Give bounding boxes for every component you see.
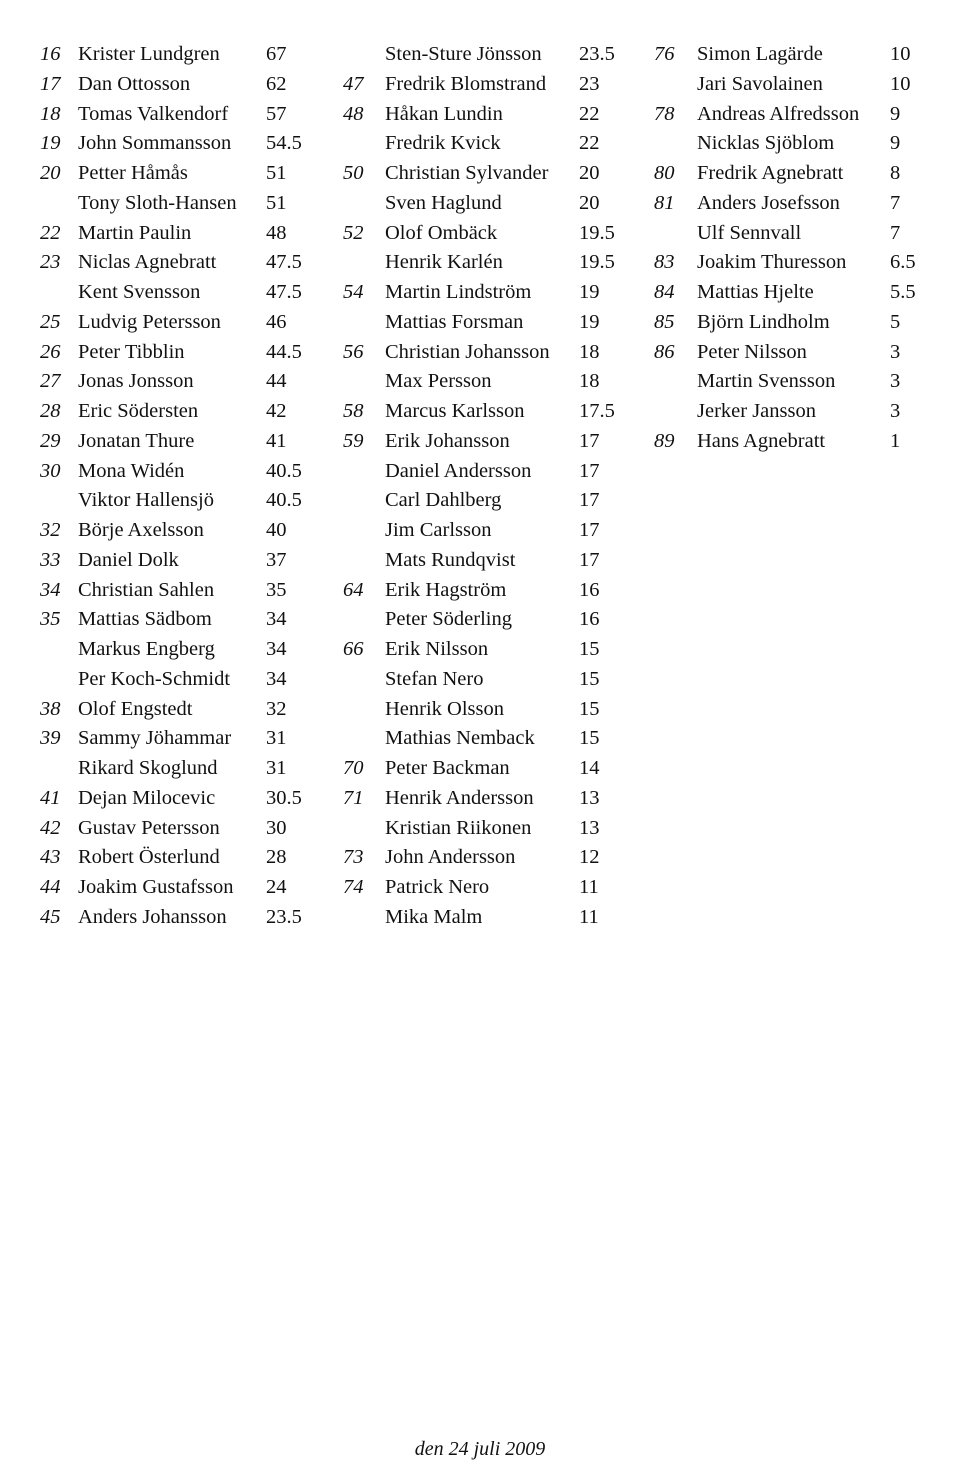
player-points: 18 (579, 340, 600, 363)
player-name: Börje Axelsson (78, 519, 204, 541)
player-points: 13 (579, 816, 600, 839)
player-points: 47.5 (266, 281, 302, 303)
player-name: Marcus Karlsson (385, 400, 525, 422)
player-name: Fredrik Blomstrand (385, 72, 547, 95)
player-name: Olof Ombäck (385, 221, 498, 244)
player-points: 22 (579, 102, 600, 125)
player-name: Sven Haglund (385, 191, 502, 214)
player-points: 1 (890, 429, 901, 452)
player-points: 17 (579, 519, 600, 541)
player-points: 23 (579, 72, 600, 95)
rank-number: 73 (343, 846, 364, 869)
player-points: 40.5 (266, 489, 302, 512)
rank-number: 78 (654, 102, 675, 125)
player-points: 19.5 (579, 221, 615, 244)
player-name: Stefan Nero (385, 667, 484, 690)
player-points: 8 (890, 162, 901, 184)
player-name: Henrik Andersson (385, 786, 534, 809)
player-points: 31 (266, 727, 287, 750)
player-name: Erik Hagström (385, 578, 507, 601)
player-points: 42 (266, 400, 287, 422)
rank-number: 19 (40, 132, 61, 155)
player-points: 17 (579, 429, 600, 452)
rank-number: 85 (654, 310, 675, 333)
rank-number: 20 (40, 162, 61, 184)
rank-number: 27 (40, 370, 61, 393)
player-name: Henrik Olsson (385, 697, 505, 720)
player-name: Hans Agnebratt (697, 429, 826, 452)
player-name: Martin Paulin (78, 221, 192, 244)
rank-number: 16 (40, 43, 61, 65)
player-points: 9 (890, 102, 901, 125)
player-name: Peter Tibblin (78, 340, 185, 363)
rank-number: 30 (40, 459, 61, 482)
player-points: 20 (579, 162, 600, 184)
rank-number: 84 (654, 281, 675, 303)
player-name: Mattias Sädbom (78, 608, 212, 631)
player-points: 40 (266, 519, 287, 541)
rank-number: 48 (343, 102, 364, 125)
rank-number: 74 (343, 876, 364, 898)
player-name: Jari Savolainen (697, 72, 823, 95)
player-name: Tomas Valkendorf (78, 102, 229, 125)
player-name: Henrik Karlén (385, 251, 503, 274)
player-points: 9 (890, 132, 901, 155)
player-name: Carl Dahlberg (385, 489, 502, 512)
player-name: Christian Johansson (385, 340, 550, 363)
player-name: Andreas Alfredsson (697, 102, 860, 125)
player-name: Markus Engberg (78, 638, 215, 660)
rank-number: 76 (654, 43, 675, 65)
player-points: 48 (266, 221, 287, 244)
player-name: Max Persson (385, 370, 492, 393)
player-name: Jonas Jonsson (78, 370, 194, 393)
player-name: Viktor Hallensjö (78, 489, 214, 512)
rank-number: 42 (40, 816, 61, 839)
player-points: 17 (579, 548, 600, 571)
player-points: 44 (266, 370, 287, 393)
rank-number: 89 (654, 429, 675, 452)
player-name: Krister Lundgren (78, 43, 220, 65)
player-points: 15 (579, 727, 600, 750)
player-name: Erik Nilsson (385, 638, 489, 660)
player-name: Mattias Hjelte (697, 281, 814, 303)
player-name: Nicklas Sjöblom (697, 132, 835, 155)
player-points: 22 (579, 132, 600, 155)
player-name: Mona Widén (78, 459, 185, 482)
footer-date: den 24 juli 2009 (414, 1438, 546, 1460)
rank-number: 39 (40, 727, 61, 750)
player-points: 17 (579, 459, 600, 482)
rank-number: 18 (40, 102, 61, 125)
player-points: 57 (266, 102, 287, 125)
rank-number: 56 (343, 340, 364, 363)
player-name: Anders Johansson (78, 905, 227, 928)
player-points: 5.5 (890, 281, 916, 303)
player-name: Jonatan Thure (78, 429, 195, 452)
rank-number: 34 (40, 578, 61, 601)
player-points: 34 (266, 608, 287, 631)
player-points: 37 (266, 548, 287, 571)
player-points: 30 (266, 816, 287, 839)
player-points: 7 (890, 191, 901, 214)
player-points: 35 (266, 578, 287, 601)
player-name: Björn Lindholm (697, 310, 830, 333)
player-points: 51 (266, 191, 287, 214)
player-name: Håkan Lundin (385, 102, 503, 125)
player-points: 15 (579, 638, 600, 660)
player-name: Peter Backman (385, 757, 510, 779)
player-name: Joakim Thuresson (697, 251, 847, 274)
rank-number: 23 (40, 251, 61, 274)
player-name: Mattias Forsman (385, 310, 524, 333)
player-name: Peter Söderling (385, 608, 512, 631)
player-points: 14 (579, 757, 600, 779)
player-points: 67 (266, 43, 287, 65)
player-points: 16 (579, 578, 600, 601)
player-name: Sten-Sture Jönsson (385, 43, 542, 65)
rank-number: 59 (343, 429, 364, 452)
player-name: Robert Österlund (78, 846, 220, 869)
player-points: 6.5 (890, 251, 916, 274)
player-points: 16 (579, 608, 600, 631)
player-name: Anders Josefsson (697, 191, 840, 214)
player-points: 11 (579, 905, 599, 928)
rank-number: 83 (654, 251, 675, 274)
player-name: Gustav Petersson (78, 816, 220, 839)
player-name: Jerker Jansson (697, 400, 816, 422)
player-name: Mats Rundqvist (385, 548, 516, 571)
player-points: 46 (266, 310, 287, 333)
player-points: 12 (579, 846, 600, 869)
rank-number: 26 (40, 340, 61, 363)
player-name: Peter Nilsson (697, 340, 807, 363)
player-name: Daniel Andersson (385, 459, 532, 482)
rank-number: 52 (343, 221, 364, 244)
player-points: 3 (890, 340, 901, 363)
player-name: Eric Södersten (78, 400, 199, 422)
player-name: Kent Svensson (78, 281, 201, 303)
rank-number: 29 (40, 429, 61, 452)
player-name: Dan Ottosson (78, 72, 191, 95)
rank-number: 47 (343, 72, 364, 95)
player-points: 34 (266, 638, 287, 660)
rank-number: 28 (40, 400, 61, 422)
player-name: Joakim Gustafsson (78, 876, 234, 898)
rank-number: 66 (343, 638, 364, 660)
player-name: Petter Håmås (78, 162, 188, 184)
rank-number: 41 (40, 786, 61, 809)
rank-number: 25 (40, 310, 61, 333)
player-name: Niclas Agnebratt (78, 251, 217, 274)
rank-number: 86 (654, 340, 675, 363)
player-points: 41 (266, 429, 287, 452)
player-points: 13 (579, 786, 600, 809)
player-name: Mika Malm (385, 905, 483, 928)
player-points: 51 (266, 162, 287, 184)
rank-number: 81 (654, 191, 675, 214)
rank-number: 45 (40, 905, 61, 928)
rank-number: 50 (343, 162, 364, 184)
player-name: Sammy Jöhammar (78, 727, 232, 750)
player-points: 15 (579, 697, 600, 720)
player-points: 24 (266, 876, 287, 898)
player-name: Jim Carlsson (385, 519, 492, 541)
player-points: 17.5 (579, 400, 615, 422)
player-name: Martin Svensson (697, 370, 836, 393)
rank-number: 64 (343, 578, 364, 601)
player-points: 19 (579, 310, 600, 333)
player-points: 20 (579, 191, 600, 214)
player-points: 62 (266, 72, 287, 95)
player-points: 40.5 (266, 459, 302, 482)
rank-number: 38 (40, 697, 61, 720)
player-points: 34 (266, 667, 287, 690)
player-points: 5 (890, 310, 901, 333)
player-points: 17 (579, 489, 600, 512)
rank-number: 80 (654, 162, 675, 184)
player-name: John Andersson (385, 846, 516, 869)
player-name: Rikard Skoglund (78, 757, 218, 779)
player-name: Christian Sylvander (385, 162, 549, 184)
player-points: 19.5 (579, 251, 615, 274)
rank-number: 54 (343, 281, 364, 303)
player-name: Daniel Dolk (78, 548, 179, 571)
rank-number: 71 (343, 786, 364, 809)
player-name: Ulf Sennvall (697, 221, 802, 244)
player-points: 10 (890, 72, 911, 95)
player-name: Patrick Nero (385, 876, 490, 898)
player-points: 11 (579, 876, 599, 898)
player-points: 23.5 (579, 43, 615, 65)
rank-number: 22 (40, 221, 61, 244)
rank-number: 58 (343, 400, 364, 422)
player-points: 3 (890, 370, 901, 393)
player-points: 47.5 (266, 251, 302, 274)
player-points: 30.5 (266, 786, 302, 809)
rank-number: 43 (40, 846, 61, 869)
rank-number: 17 (40, 72, 61, 95)
rank-number: 35 (40, 608, 61, 631)
rank-number: 44 (40, 876, 61, 898)
player-name: Olof Engstedt (78, 697, 193, 720)
player-points: 19 (579, 281, 600, 303)
player-points: 44.5 (266, 340, 302, 363)
player-name: Erik Johansson (385, 429, 510, 452)
player-name: Simon Lagärde (697, 43, 823, 65)
player-points: 10 (890, 43, 911, 65)
player-points: 18 (579, 370, 600, 393)
rank-number: 32 (40, 519, 61, 541)
player-name: Per Koch-Schmidt (78, 667, 231, 690)
player-points: 15 (579, 667, 600, 690)
player-points: 31 (266, 757, 287, 779)
player-name: Dejan Milocevic (78, 786, 216, 809)
rank-number: 33 (40, 548, 61, 571)
player-points: 32 (266, 697, 287, 720)
player-name: Mathias Nemback (385, 727, 535, 750)
player-name: Kristian Riikonen (385, 816, 532, 839)
player-points: 7 (890, 221, 901, 244)
player-points: 3 (890, 400, 901, 422)
player-name: Martin Lindström (385, 281, 532, 303)
player-points: 23.5 (266, 905, 302, 928)
player-name: Tony Sloth-Hansen (78, 191, 237, 214)
player-name: Christian Sahlen (78, 578, 215, 601)
rank-number: 70 (343, 757, 364, 779)
player-name: Fredrik Kvick (385, 132, 501, 155)
player-points: 54.5 (266, 132, 302, 155)
player-name: Ludvig Petersson (78, 310, 221, 333)
player-name: Fredrik Agnebratt (697, 162, 844, 184)
player-points: 28 (266, 846, 287, 869)
player-name: John Sommansson (78, 132, 232, 155)
